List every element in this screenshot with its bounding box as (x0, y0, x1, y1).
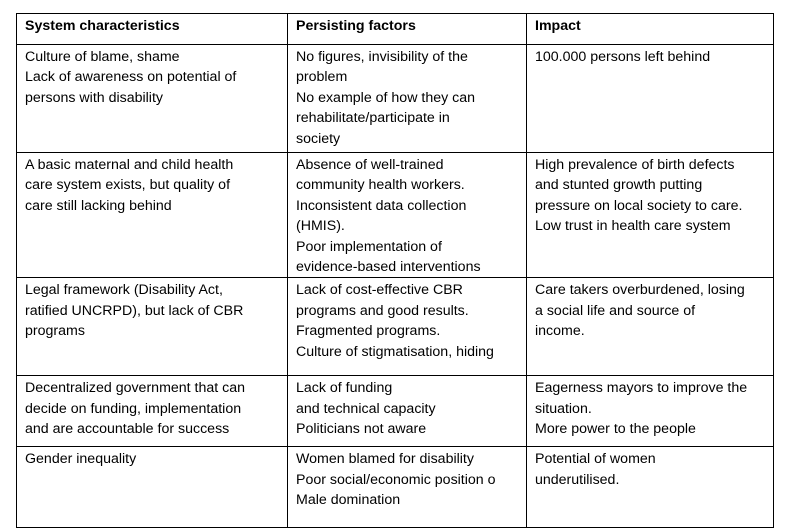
cell-line: situation. (535, 400, 592, 417)
cell-line: decide on funding, implementation (25, 400, 242, 417)
cell-line: Eagerness mayors to improve the (535, 380, 748, 397)
cell-line: Culture of blame, shame (25, 49, 180, 65)
cell-system-characteristics (17, 153, 288, 278)
header-impact: Impact (527, 14, 774, 45)
header-persisting-factors: Persisting factors (288, 14, 527, 45)
cell-line: Potential of women (535, 451, 656, 468)
cell-line: persons with disability (25, 89, 163, 106)
cell-persisting-factors (288, 376, 527, 447)
cell-line: pressure on local society to care. (535, 197, 743, 214)
cell-line: No example of how they can (296, 89, 476, 106)
table-row (17, 45, 774, 153)
table-row (17, 447, 774, 528)
header-row (17, 14, 774, 45)
cell-line: society (296, 130, 341, 147)
cell-system-characteristics (17, 278, 288, 376)
cell-line: care still lacking behind (25, 197, 172, 214)
cell-line: Lack of funding (296, 380, 393, 397)
cell-line: Poor social/economic position o (296, 471, 496, 488)
cell-line: care system exists, but quality of (25, 177, 231, 194)
cell-line: Women blamed for disability (296, 451, 474, 468)
cell-persisting-factors (288, 278, 527, 376)
cell-line: Poor implementation of (296, 238, 442, 255)
cell-line: Male domination (296, 492, 401, 509)
table-row (17, 153, 774, 278)
cell-system-characteristics (17, 447, 288, 528)
cell-line: A basic maternal and child health (25, 157, 234, 173)
cell-line: Inconsistent data collection (296, 197, 467, 214)
cell-line: Legal framework (Disability Act, (25, 282, 223, 299)
system-analysis-table (16, 13, 774, 528)
cell-line: evidence-based interventions (296, 259, 481, 276)
cell-line: (HMIS). (296, 218, 345, 235)
cell-line: Decentralized government that can (25, 380, 246, 397)
cell-line: Care takers overburdened, losing (535, 282, 745, 299)
table-row (17, 376, 774, 447)
cell-line: 100.000 persons left behind (535, 49, 711, 65)
table-row (17, 278, 774, 376)
cell-line: community health workers. (296, 177, 465, 194)
cell-persisting-factors (288, 45, 527, 153)
cell-line: Fragmented programs. (296, 323, 441, 340)
cell-line: and stunted growth putting (535, 177, 703, 194)
cell-line: Low trust in health care system (535, 218, 731, 235)
cell-line: Culture of stigmatisation, hiding (296, 343, 494, 360)
cell-line: ratified UNCRPD), but lack of CBR (25, 302, 244, 319)
cell-line: underutilised. (535, 471, 620, 488)
cell-line: and technical capacity (296, 400, 436, 417)
cell-line: programs (25, 323, 85, 340)
cell-line: a social life and source of (535, 302, 696, 319)
cell-impact (527, 376, 774, 447)
cell-system-characteristics (17, 376, 288, 447)
cell-line: Lack of cost-effective CBR (296, 282, 463, 299)
cell-system-characteristics (17, 45, 288, 153)
cell-line: Absence of well-trained (296, 157, 444, 173)
cell-line: rehabilitate/participate in (296, 110, 450, 127)
cell-line: and are accountable for success (25, 421, 230, 438)
cell-line: Gender inequality (25, 451, 137, 468)
cell-line: problem (296, 69, 348, 86)
cell-line: High prevalence of birth defects (535, 157, 735, 173)
header-system-characteristics: System characteristics (17, 14, 288, 45)
cell-line: Politicians not aware (296, 421, 427, 438)
cell-persisting-factors (288, 447, 527, 528)
cell-line: Lack of awareness on potential of (25, 69, 237, 86)
cell-impact (527, 153, 774, 278)
cell-impact (527, 45, 774, 153)
cell-line: More power to the people (535, 421, 696, 438)
cell-persisting-factors (288, 153, 527, 278)
cell-line: income. (535, 323, 585, 340)
cell-line: programs and good results. (296, 302, 469, 319)
cell-impact (527, 447, 774, 528)
text-cursor (773, 51, 774, 69)
cell-impact (527, 278, 774, 376)
cell-line: No figures, invisibility of the (296, 49, 468, 65)
analysis-table-container (16, 13, 774, 528)
